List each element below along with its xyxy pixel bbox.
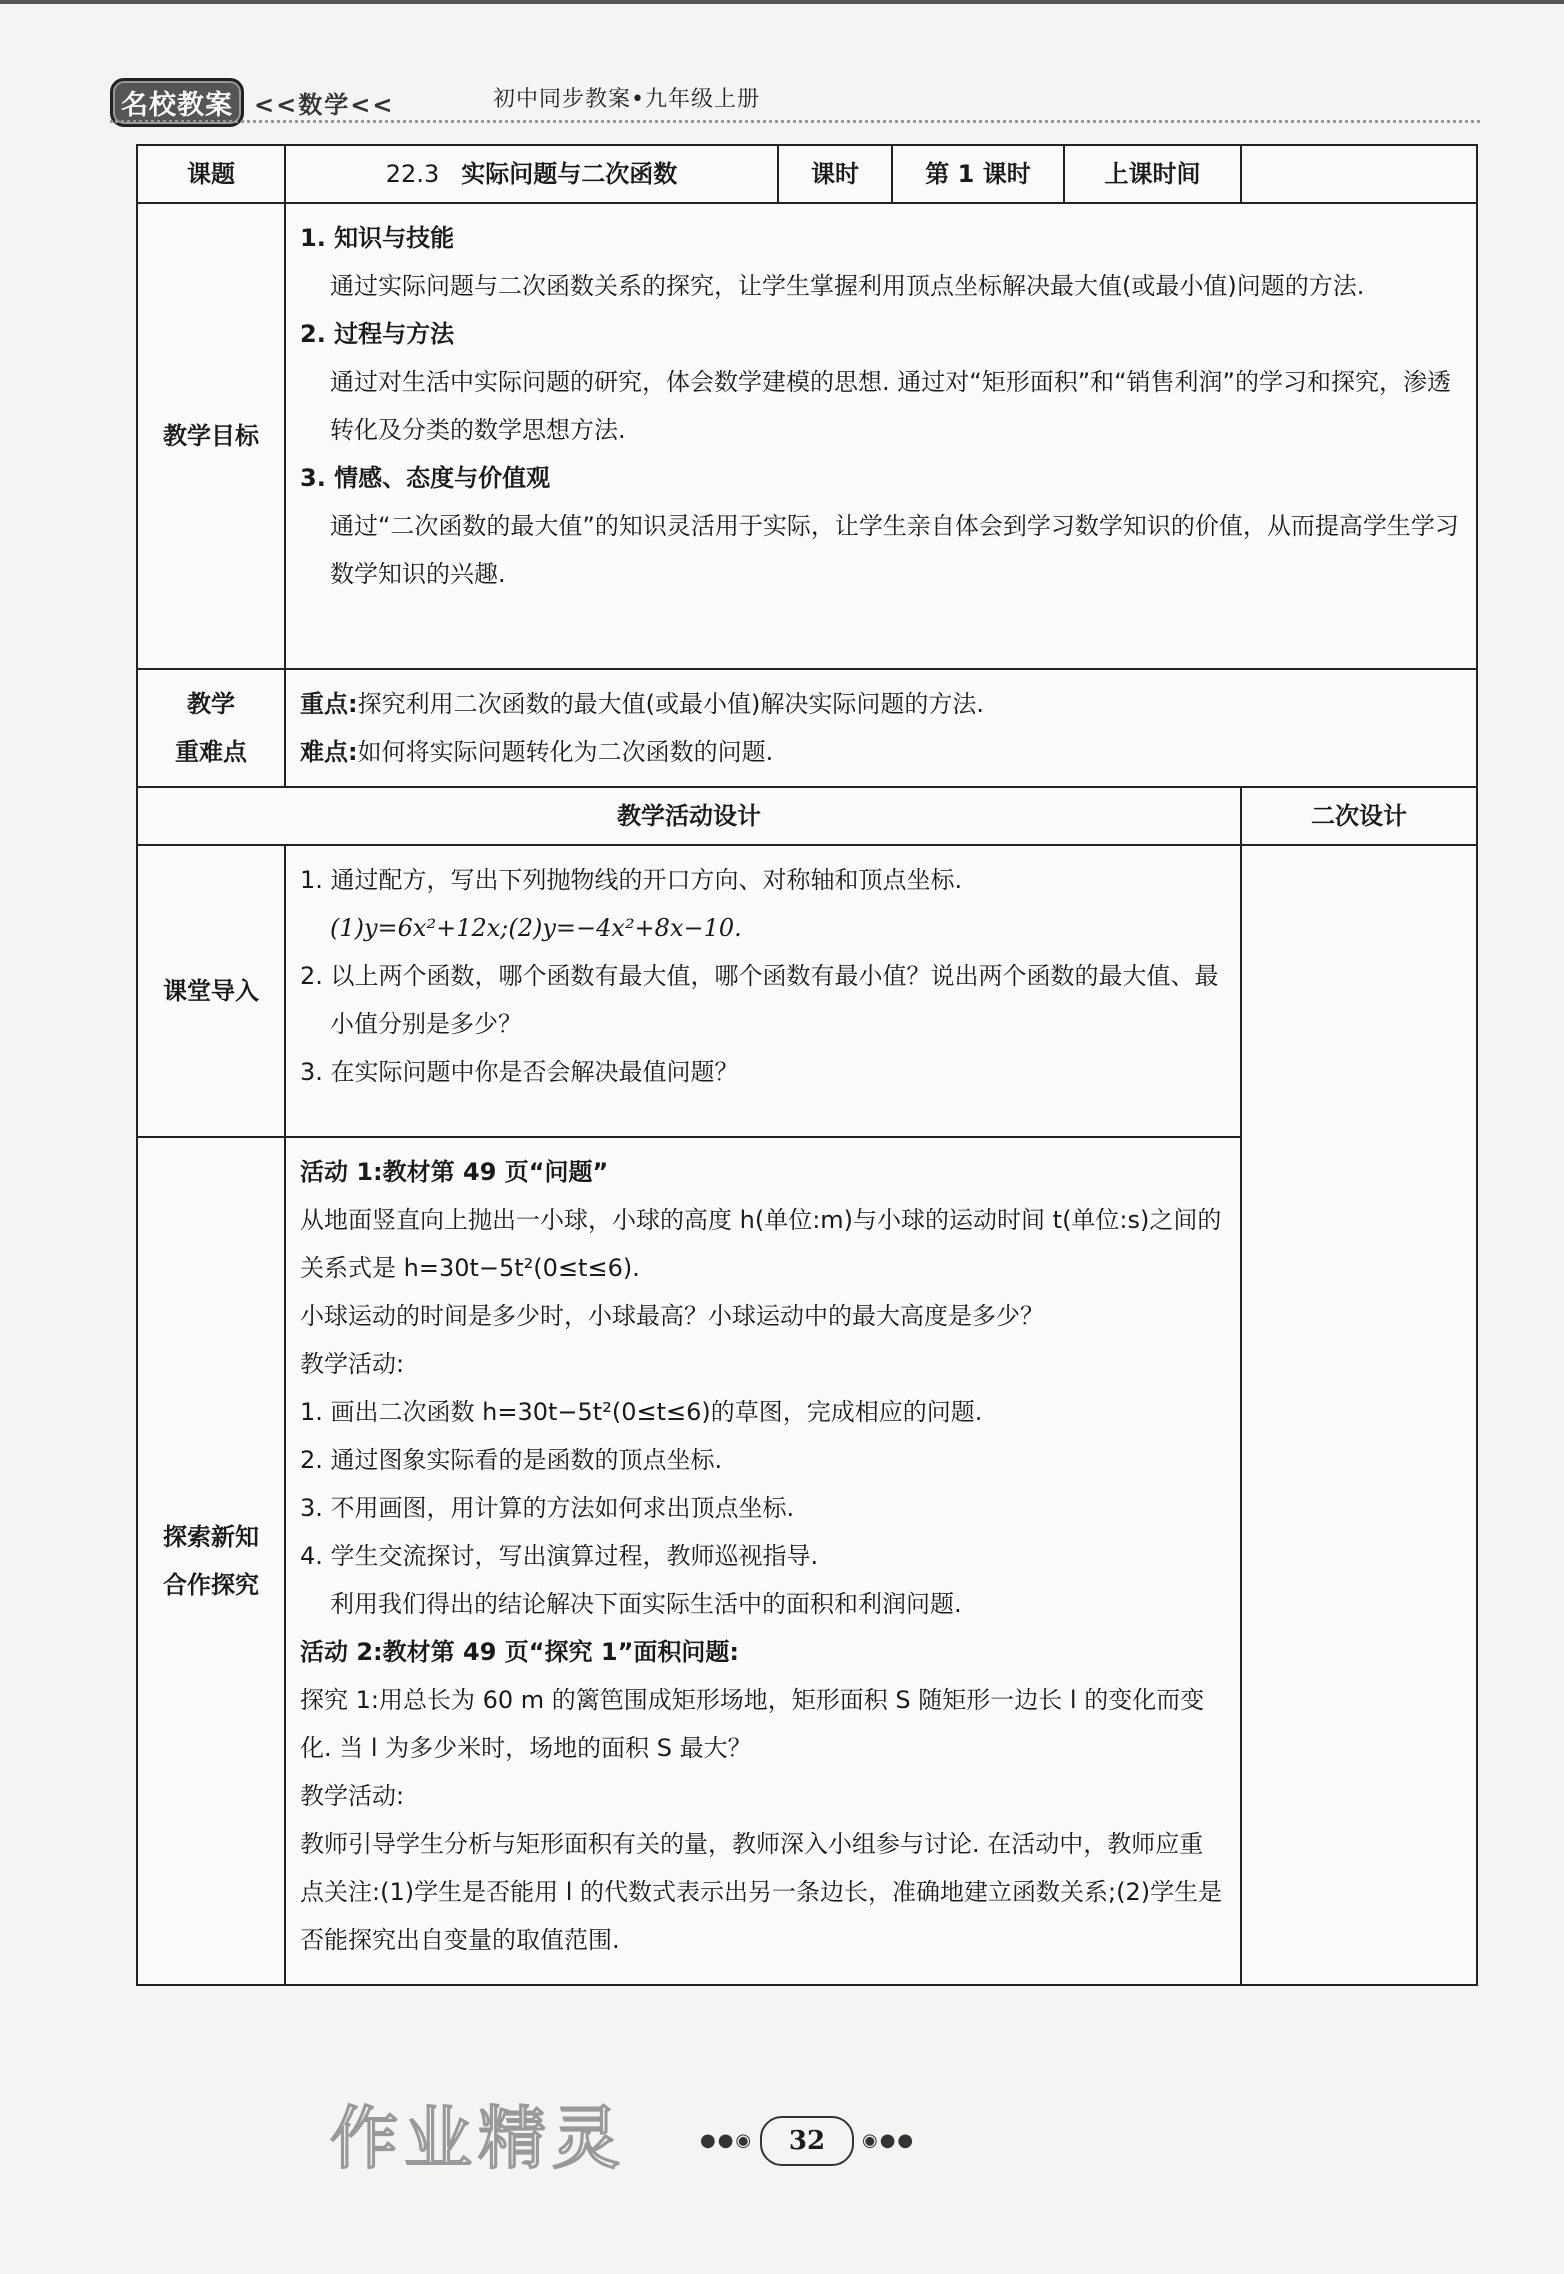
page-header: [110, 78, 1480, 128]
difficult-point-label: 难点:: [300, 738, 358, 766]
activity-1-step-4: 4. 学生交流探讨，写出演算过程，教师巡视指导.: [300, 1542, 819, 1570]
keypoints-row: [137, 669, 1477, 787]
subject-label: <<数学<<: [254, 91, 395, 119]
keypoints-label-line-2: 重难点: [175, 738, 247, 766]
period-value: 第 1 课时: [892, 145, 1064, 203]
explore-label-line-1: 探索新知: [163, 1523, 259, 1551]
second-design-header: 二次设计: [1241, 787, 1477, 845]
topic-title: 实际问题与二次函数: [461, 160, 678, 188]
activity-1-step-2: 2. 通过图象实际看的是函数的顶点坐标.: [300, 1446, 723, 1474]
design-header-row: [137, 787, 1477, 845]
key-point-label: 重点:: [300, 690, 358, 718]
topic-cell: [285, 145, 778, 203]
page-number: 32: [760, 2116, 854, 2166]
intro-question-1-math: (1)y=6x²+12x;(2)y=−4x²+8x−10.: [330, 914, 742, 942]
footer-dots-right: ◉●●: [862, 2130, 916, 2151]
objectives-row: [137, 203, 1477, 669]
topic-row: [137, 145, 1477, 203]
activity-2-title: 活动 2:教材第 49 页“探究 1”面积问题:: [300, 1638, 739, 1666]
explore-label: [137, 1137, 285, 1985]
objective-text-2: 通过对生活中实际问题的研究，体会数学建模的思想. 通过对“矩形面积”和“销售利润”的学习和探究，渗透转化及分类的数学思想方法.: [330, 368, 1451, 444]
key-point-text: 探究利用二次函数的最大值(或最小值)解决实际问题的方法.: [357, 690, 984, 718]
activity-2-problem: 探究 1:用总长为 60 m 的篱笆围成矩形场地，矩形面积 S 随矩形一边长 l 的变化而变化. 当 l 为多少米时，场地的面积 S 最大？: [300, 1686, 1205, 1762]
activity-1-step-3: 3. 不用画图，用计算的方法如何求出顶点坐标.: [300, 1494, 795, 1522]
activity-1-conclusion: 利用我们得出的结论解决下面实际生活中的面积和利润问题.: [330, 1590, 962, 1618]
second-design-cell: [1241, 845, 1477, 1985]
intro-question-2: 2. 以上两个函数，哪个函数有最大值，哪个函数有最小值？说出两个函数的最大值、最小值分别是多少？: [300, 962, 1219, 1038]
explore-label-line-2: 合作探究: [163, 1571, 259, 1599]
explore-content: [285, 1137, 1241, 1985]
objective-heading-1: 1. 知识与技能: [300, 224, 455, 252]
topic-label: 课题: [137, 145, 285, 203]
activity-1-problem: 从地面竖直向上抛出一小球，小球的高度 h(单位:m)与小球的运动时间 t(单位:s)之间的关系式是 h=30t−5t²(0≤t≤6).: [300, 1206, 1222, 1282]
watermark: 作业精灵: [330, 2099, 627, 2179]
objectives-label: 教学目标: [137, 203, 285, 669]
keypoints-content: [285, 669, 1477, 787]
activity-2-guidance: 教师引导学生分析与矩形面积有关的量，教师深入小组参与讨论. 在活动中，教师应重点关注:(1)学生是否能用 l 的代数式表示出另一条边长，准确地建立函数关系;(2)学生是否能探究出自变量的取值范围.: [300, 1830, 1223, 1954]
objective-heading-3: 3. 情感、态度与价值观: [300, 464, 551, 492]
topic-number: 22.3: [385, 160, 440, 188]
keypoints-label: [137, 669, 285, 787]
activity-design-header: 教学活动设计: [137, 787, 1241, 845]
intro-label: 课堂导入: [137, 845, 285, 1137]
keypoints-label-line-1: 教学: [187, 690, 235, 718]
objective-heading-2: 2. 过程与方法: [300, 320, 455, 348]
class-time-label: 上课时间: [1064, 145, 1241, 203]
activity-1-title: 活动 1:教材第 49 页“问题”: [300, 1158, 609, 1186]
activity-1-teaching-label: 教学活动:: [300, 1350, 405, 1378]
intro-question-3: 3. 在实际问题中你是否会解决最值问题？: [300, 1058, 739, 1086]
brand-logo: 名校教案: [110, 78, 244, 127]
difficult-point-text: 如何将实际问题转化为二次函数的问题.: [357, 738, 774, 766]
activity-1-step-1: 1. 画出二次函数 h=30t−5t²(0≤t≤6)的草图，完成相应的问题.: [300, 1398, 983, 1426]
intro-content: [285, 845, 1241, 1137]
top-border-line: [0, 0, 1564, 4]
objective-text-3: 通过“二次函数的最大值”的知识灵活用于实际，让学生亲自体会到学习数学知识的价值，从而提高学生学习数学知识的兴趣.: [330, 512, 1459, 588]
intro-row: [137, 845, 1477, 1137]
period-label: 课时: [778, 145, 892, 203]
difficult-point: [300, 728, 1462, 776]
intro-question-1: 1. 通过配方，写出下列抛物线的开口方向、对称轴和顶点坐标.: [300, 866, 963, 894]
activity-1-question: 小球运动的时间是多少时，小球最高？小球运动中的最大高度是多少？: [300, 1302, 1044, 1330]
lesson-plan-table: [136, 144, 1478, 1986]
objectives-content: [285, 203, 1477, 669]
header-divider: [110, 120, 1480, 123]
book-title: 初中同步教案•九年级上册: [493, 87, 760, 112]
class-time-value: [1241, 145, 1477, 203]
activity-2-teaching-label: 教学活动:: [300, 1782, 405, 1810]
objective-text-1: 通过实际问题与二次函数关系的探究，让学生掌握利用顶点坐标解决最大值(或最小值)问题的方法.: [330, 272, 1365, 300]
footer-dots-left: ●●◉: [700, 2130, 754, 2151]
key-point: [300, 680, 1462, 728]
